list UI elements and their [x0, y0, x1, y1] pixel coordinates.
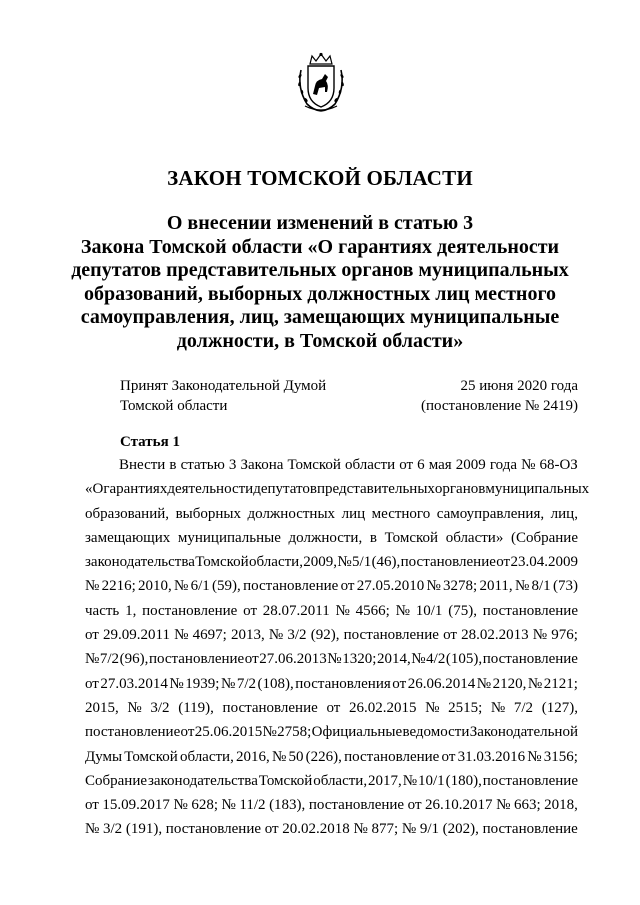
body-word: № — [174, 578, 189, 595]
body-text-line — [85, 769, 578, 793]
body-word: местного — [371, 505, 431, 522]
body-word: постановление — [344, 748, 440, 765]
body-word: 28.07.2011 — [262, 602, 330, 619]
body-word: от — [392, 675, 407, 692]
body-word: постановление — [142, 602, 238, 619]
body-word: № — [527, 748, 542, 765]
body-word: № — [221, 797, 236, 814]
body-word: (183), — [269, 797, 306, 814]
body-word: 11/2 — [239, 797, 266, 814]
body-word: № — [527, 675, 543, 692]
body-word: самоуправления, — [436, 505, 545, 522]
body-word: постановление — [85, 724, 181, 741]
body-word: постановление — [343, 627, 439, 644]
body-word: от — [399, 457, 414, 473]
body-word: 628; — [191, 797, 218, 814]
body-word: № — [395, 602, 410, 619]
body-word: 2014, — [376, 651, 411, 668]
body-word: (46), — [371, 554, 401, 571]
body-word: 2010, — [138, 578, 172, 595]
adoption-authority-line: Принят Законодательной Думой — [120, 378, 327, 394]
body-word: № — [514, 578, 530, 595]
body-text-line — [85, 817, 578, 841]
body-word: № — [173, 797, 188, 814]
body-word: № — [425, 699, 440, 716]
body-word: ведомости — [402, 724, 470, 741]
body-word: (96), — [119, 651, 149, 668]
law-subtitle — [70, 212, 570, 354]
body-word: от — [243, 602, 257, 619]
body-word: постановление — [482, 651, 578, 668]
body-text-line — [85, 574, 578, 598]
body-word: от — [496, 554, 511, 571]
body-word: области» — [445, 529, 504, 546]
body-text-line — [85, 647, 578, 671]
body-word: постановления — [295, 675, 391, 692]
body-word: 9/1 — [419, 821, 439, 838]
body-word: от — [441, 748, 456, 765]
body-word: № — [85, 821, 100, 838]
article-body — [85, 453, 590, 842]
body-word: № — [476, 675, 492, 692]
body-word: лиц, — [550, 505, 578, 522]
body-word: 2009 — [455, 457, 486, 473]
body-text-line — [85, 453, 578, 477]
body-word: года — [489, 457, 517, 473]
subtitle-line: О внесении изменений в статью 3 — [166, 212, 474, 234]
body-word: 663; — [513, 797, 541, 814]
body-word: от — [180, 724, 195, 741]
body-word: (92), — [310, 627, 340, 644]
body-word: 7/2 — [513, 699, 534, 716]
body-word: замещающих — [85, 529, 171, 546]
body-word: № — [220, 675, 236, 692]
body-word: Законодательной — [469, 724, 578, 741]
body-word: № — [85, 651, 100, 668]
body-text-line — [85, 720, 578, 744]
body-word: 1320; — [342, 651, 377, 668]
body-word: 2216; — [101, 578, 136, 595]
body-word: 26.06.2014 — [407, 675, 476, 692]
body-word: (226), — [305, 748, 342, 765]
body-word: 23.04.2009 — [510, 554, 578, 571]
body-text-line — [85, 793, 578, 817]
body-word: «О — [85, 481, 104, 498]
body-word: № — [496, 797, 511, 814]
body-word: от — [340, 578, 355, 595]
body-word: постановление — [222, 699, 318, 716]
body-word: № — [169, 675, 184, 692]
body-word: от — [443, 627, 457, 644]
body-word: деятельности — [167, 481, 254, 498]
body-word: области, — [179, 748, 234, 765]
body-word: 8/1 — [531, 578, 551, 595]
body-word: статью — [180, 457, 225, 473]
body-word: (202), — [442, 821, 479, 838]
body-word: 25.06.2015 — [194, 724, 263, 741]
body-text-line — [85, 599, 578, 623]
body-word: 20.02.2018 — [282, 821, 350, 838]
body-word: от — [264, 821, 279, 838]
body-word: 877; — [371, 821, 399, 838]
subtitle-line: депутатов представительных органов муниципальных — [71, 259, 569, 282]
body-word: 5/1 — [352, 554, 372, 571]
body-word: (Собрание — [510, 529, 578, 546]
body-word: мая — [428, 457, 452, 473]
body-word: № — [353, 821, 368, 838]
body-word: № — [268, 627, 284, 644]
body-word: Думы — [85, 748, 123, 765]
body-word: № — [271, 748, 287, 765]
adoption-authority — [120, 376, 326, 416]
body-word: Внести — [119, 457, 166, 473]
body-word: 2016, — [236, 748, 270, 765]
body-text-line — [85, 745, 578, 769]
body-word: Официальные — [311, 724, 403, 741]
body-text-line — [85, 526, 578, 550]
body-word: 3156; — [543, 748, 578, 765]
body-word: 2017, — [368, 772, 402, 789]
body-word: 2121; — [543, 675, 578, 692]
subtitle-line: самоуправления, лиц, замещающих муниципальные — [80, 306, 560, 329]
body-word: (127), — [541, 699, 578, 716]
body-word: законодательства — [147, 772, 258, 789]
adoption-authority-line: Томской области — [120, 398, 228, 414]
body-word: постановление — [165, 821, 262, 838]
body-word: органов — [434, 481, 486, 498]
body-word: постановление — [148, 651, 245, 668]
body-word: постановление — [400, 554, 496, 571]
body-word: № — [426, 578, 441, 595]
body-word: в — [169, 457, 177, 473]
body-word: 2015, — [85, 699, 119, 716]
body-word: лиц — [341, 505, 366, 522]
body-word: области, — [249, 554, 303, 571]
subtitle-line: образований, выборных должностных лиц местного — [83, 282, 557, 305]
article-heading: Статья 1 — [120, 434, 180, 450]
body-word: 26.10.2017 — [425, 797, 493, 814]
body-word: 27.03.2014 — [100, 675, 168, 692]
body-word: 2758; — [277, 724, 312, 741]
body-word: 26.02.2015 — [348, 699, 417, 716]
body-word: Закона — [240, 457, 284, 473]
body-word: 1939; — [185, 675, 220, 692]
body-word: Томской — [258, 772, 313, 789]
body-word: № — [411, 651, 426, 668]
body-word: 2120, — [492, 675, 527, 692]
body-word: 2515; — [448, 699, 483, 716]
body-word: области — [345, 457, 396, 473]
body-word: 3/2 — [150, 699, 170, 716]
body-word: 4566; — [355, 602, 390, 619]
body-word: постановление — [482, 602, 578, 619]
body-word: выборных — [175, 505, 241, 522]
body-word: № — [327, 651, 342, 668]
body-word: № — [174, 627, 189, 644]
body-word: 2018, — [544, 797, 578, 814]
body-text-line — [85, 550, 578, 574]
body-word: № — [337, 554, 352, 571]
body-word: 10/1 — [417, 772, 445, 789]
body-text-line — [85, 623, 578, 647]
body-word: № — [262, 724, 277, 741]
body-word: 976; — [551, 627, 578, 644]
body-word: (119), — [178, 699, 214, 716]
body-word: от — [407, 797, 422, 814]
body-word: 27.05.2010 — [356, 578, 425, 595]
body-word: постановление — [482, 821, 578, 838]
body-word: (191), — [125, 821, 163, 838]
body-word: депутатов — [253, 481, 317, 498]
body-word: постановление — [482, 772, 578, 789]
body-word: постановление — [243, 578, 339, 595]
body-word: 4/2 — [426, 651, 446, 668]
body-text-line — [85, 696, 578, 720]
body-word: 6 — [417, 457, 425, 473]
body-word: муниципальные — [177, 529, 281, 546]
body-word: 28.02.2013 — [461, 627, 529, 644]
body-word: (73) — [552, 578, 578, 595]
body-word: 2011, — [479, 578, 513, 595]
body-word: должности, — [288, 529, 363, 546]
body-word: 2009, — [303, 554, 338, 571]
subtitle-line: должности, в Томской области» — [176, 329, 464, 352]
subtitle-line: Закона Томской области «О гарантиях деятельности — [80, 235, 560, 258]
body-text-line — [85, 502, 578, 526]
body-word: гарантиях — [103, 481, 168, 498]
body-word: 7/2 — [99, 651, 120, 668]
body-word: 3 — [228, 457, 237, 473]
body-word: 29.09.2011 — [103, 627, 170, 644]
body-word: 2013, — [230, 627, 265, 644]
body-word: № — [490, 699, 506, 716]
body-word: от — [85, 797, 99, 814]
body-word: в — [369, 529, 377, 546]
adoption-date-block — [421, 376, 578, 416]
body-word: 68-ОЗ — [539, 457, 578, 473]
body-word: законодательства — [85, 554, 195, 571]
body-word: представительных — [316, 481, 435, 498]
body-word: № — [335, 602, 350, 619]
body-word: 3/2 — [287, 627, 307, 644]
body-word: (108), — [257, 675, 294, 692]
body-word: 7/2 — [236, 675, 256, 692]
body-word: 31.03.2016 — [457, 748, 526, 765]
body-word: № — [521, 457, 536, 473]
body-word: 1, — [125, 602, 137, 619]
body-word: от — [244, 651, 259, 668]
body-word: муниципальных — [485, 481, 590, 498]
body-word: (105), — [445, 651, 483, 668]
body-word: 4697; — [192, 627, 227, 644]
body-word: должностных — [247, 505, 336, 522]
body-word: (180), — [445, 772, 482, 789]
body-word: Томской — [384, 529, 439, 546]
law-title: ЗАКОН ТОМСКОЙ ОБЛАСТИ — [167, 166, 473, 190]
body-word: № — [401, 821, 417, 838]
body-word: Томской — [287, 457, 341, 473]
body-word: постановление — [308, 797, 405, 814]
body-word: № — [127, 699, 142, 716]
body-word: № — [532, 627, 548, 644]
body-word: 50 — [288, 748, 304, 765]
resolution-number: (постановление № 2419) — [420, 398, 578, 414]
body-word: № — [85, 578, 100, 595]
body-word: образований, — [85, 505, 170, 522]
body-word: 3/2 — [103, 821, 123, 838]
tomsk-region-coat-of-arms-icon — [295, 52, 347, 114]
body-word: Томской — [195, 554, 249, 571]
body-word: (75), — [448, 602, 477, 619]
body-word: от — [326, 699, 341, 716]
body-word: часть — [85, 602, 120, 619]
body-word: № — [402, 772, 418, 789]
body-word: от — [85, 627, 99, 644]
body-word: 27.06.2013 — [259, 651, 327, 668]
adoption-date: 25 июня 2020 года — [460, 378, 578, 394]
body-word: от — [85, 675, 99, 692]
body-text-line — [85, 672, 578, 696]
body-word: 6/1 — [190, 578, 210, 595]
body-word: 15.09.2017 — [102, 797, 170, 814]
body-word: Собрание — [85, 772, 148, 789]
body-word: (59), — [212, 578, 241, 595]
body-word: Томской — [124, 748, 178, 765]
body-word: 10/1 — [415, 602, 443, 619]
body-word: области, — [313, 772, 368, 789]
body-text-line — [85, 477, 590, 501]
body-word: 3278; — [443, 578, 478, 595]
